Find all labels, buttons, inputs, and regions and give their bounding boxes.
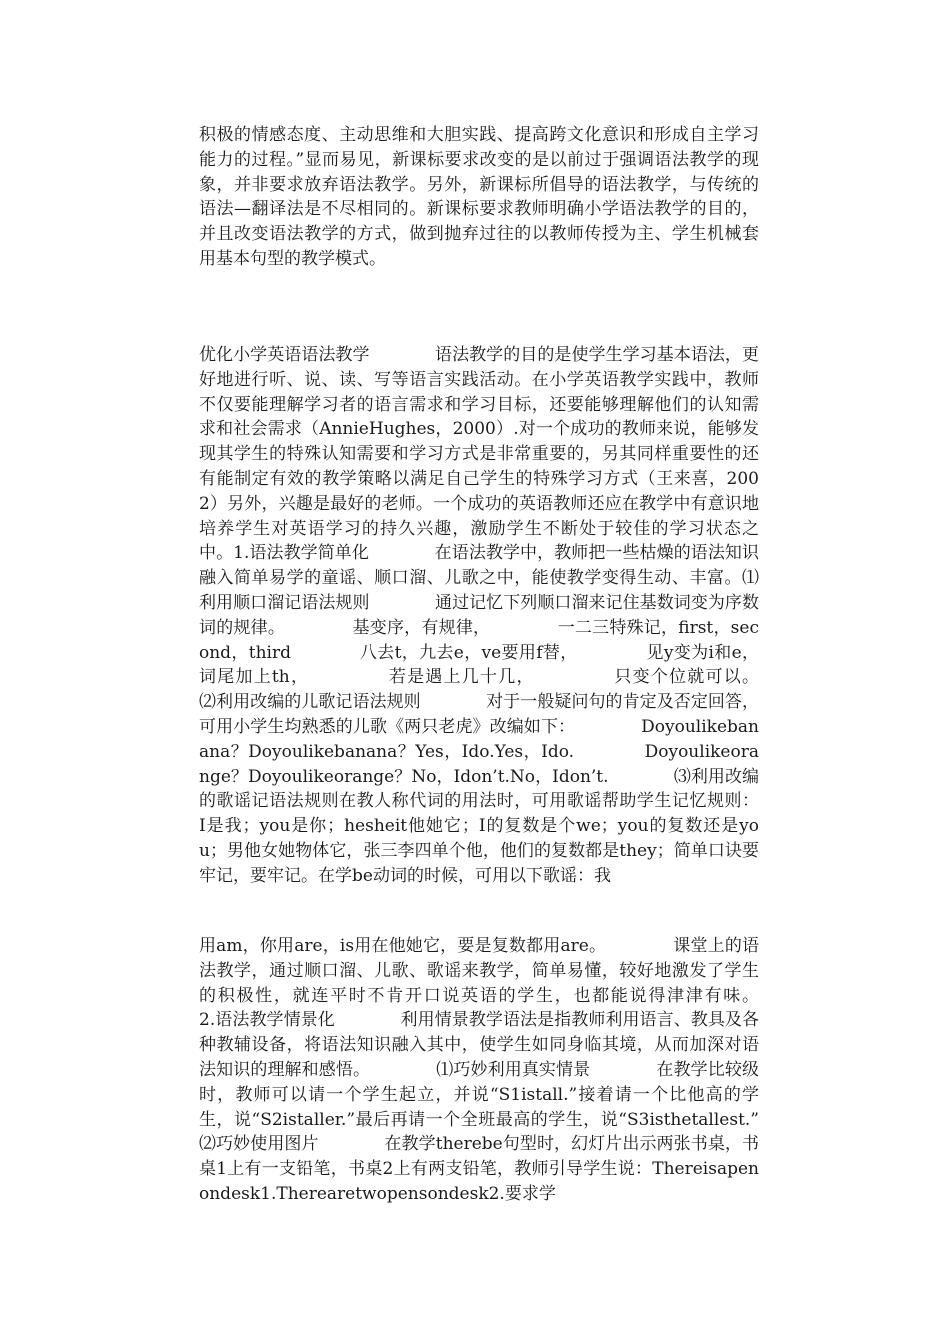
paragraph-continuation: 用am，你用are，is用在他她它，要是复数都用are。 课堂上的语法教学，通过顺口溜、儿歌、歌谣来教学，简单易懂，较好地激发了学生的积极性，就连平时不肯开口说英语的学生，也都能说得津津有味。 2.语法教学情景化 利用情景教学语法是指教师利用语言、教具及各种教辅设备，将语法知识融入其中，使学生如同身临其境，从而加深对语法知识的理解和感悟。 ⑴巧妙利用真实情景 在教学比较级时，教师可以请一个学生起立，并说“S1istall.”接着请一个比他高的学生，说“S2istaller.”最后再请一个全班最高的学生，说“S3isthetallest.” ⑵巧妙使用图片 在教学therebe句型时，幻灯片出示两张书桌，书桌1上有一支铅笔，书桌2上有两支铅笔，教师引导学生说：Thereisapenondesk1.Therearetwopensondesk2.要求学 [199, 936, 824, 1204]
paragraph-main: 优化小学英语语法教学 语法教学的目的是使学生学习基本语法，更好地进行听、说、读、写等语言实践活动。在小学英语教学实践中，教师不仅要能理解学习者的语言需求和学习目标，还要能够理解他们的认知需求和社会需求（AnnieHughes，2000）.对一个成功的教师来说，能够发现其学生的特殊认知需要和学习方式是非常重要的，另其同样重要性的还有能制定有效的教学策略以满足自己学生的特殊学习方式（王来喜，2002）另外，兴趣是最好的老师。一个成功的英语教师还应在教学中有意识地培养学生对英语学习的持久兴趣，激励学生不断处于较佳的学习状态之中。1.语法教学简单化 在语法教学中，教师把一些枯燥的语法知识融入简单易学的童谣、顺口溜、儿歌之中，能使教学变得生动、丰富。⑴利用顺口溜记语法规则 通过记忆下列顺口溜来记住基数词变为序数词的规律。 基变序，有规律， 一二三特殊记，first，second，third 八去t，九去e，ve要用f替， 见y变为i和e， 词尾加上th， 若是遇上几十几， 只变个位就可以。 ⑵利用改编的儿歌记语法规则 对于一般疑问句的肯定及否定回答，可用小学生均熟悉的儿歌《两只老虎》改编如下： Doyoulikebanana？Doyoulikebanana？Yes，Ido.Yes，Ido. Doyoulikeorange？Doyoulikeorange？No，Idon’t.No，Idon’t. ⑶利用改编的歌谣记语法规则在教人称代词的用法时，可用歌谣帮助学生记忆规则： I是我；you是你；hesheit他她它；I的复数是个we；you的复数还是you；男他女她物体它，张三李四单个他，他们的复数都是they；简单口诀要牢记，要牢记。在学be动词的时候，可用以下歌谣：我 [199, 345, 824, 886]
paragraph-intro: 积极的情感态度、主动思维和大胆实践、提高跨文化意识和形成自主学习能力的过程。”显而易见，新课标要求改变的是以前过于强调语法教学的现象，并非要求放弃语法教学。另外，新课标所倡导的语法教学，与传统的语法—翻译法是不尽相同的。新课标要求教师明确小学语法教学的目的，并且改变语法教学的方式，做到抛弃过往的以教师传授为主、学生机械套用基本句型的教学模式。 [199, 125, 759, 269]
